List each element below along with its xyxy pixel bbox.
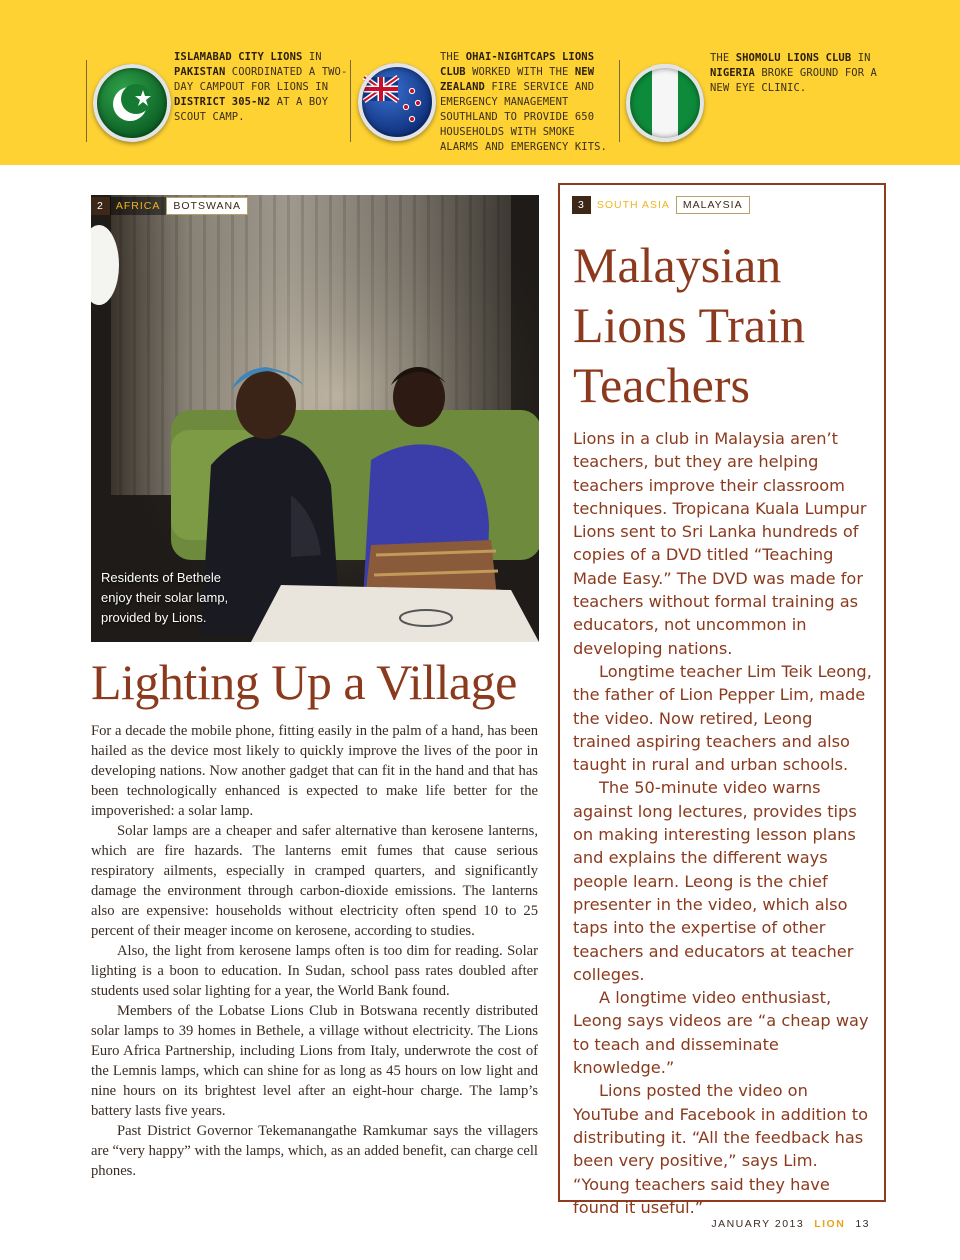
body-paragraph: Past District Governor Tekemanangathe Ramkumar says the villagers are “very happy” with the lamps, which, as an added benefit, can charge cell phones.	[91, 1123, 538, 1179]
article-photo	[91, 195, 539, 642]
tag-country: MALAYSIA	[676, 196, 750, 214]
body-paragraph: Members of the Lobatse Lions Club in Botswana recently distributed solar lamps to 39 homes in Bethele, a village without electricity. The Lions Euro Africa Partnership, including Lions from Italy, underwrote the cost of the Lemnis lamps, which can shine for as long as 45 hours on low light and nine hours on its brightest level after an eight-hour charge. The lamp’s battery lasts five years.	[91, 1003, 538, 1119]
tag-number: 2	[91, 197, 110, 215]
body-paragraph: Lions in a club in Malaysia aren’t teachers, but they are helping teachers improve their classroom techniques. Tropicana Kuala Lumpur Lions sent to Sri Lanka hundreds of copies of a DVD titled “Teaching Made Easy.” The DVD was made for teachers without formal training as educators, not uncommon in developing nations.	[573, 429, 867, 658]
body-paragraph: The 50-minute video warns against long lectures, provides tips on making interesting lesson plans and explains the different ways people learn. Leong is the chief presenter in the video, which also taps into the expertise of other teachers and educators at teacher colleges.	[573, 778, 857, 984]
banner-divider	[350, 60, 351, 142]
tag-region: SOUTH ASIA	[596, 199, 670, 211]
sidebar-body	[573, 427, 873, 1219]
page-footer	[711, 1218, 870, 1230]
body-paragraph: Lions posted the video on YouTube and Facebook in addition to distributing it. “All the feedback has been very positive,” says Lim. “Young teachers said they have found it useful.”	[573, 1081, 869, 1217]
body-paragraph: Also, the light from kerosene lamps often is too dim for reading. Solar lighting is a boon to education. In Sudan, school pass rates doubled after students used solar lighting for a year, the World Bank found.	[91, 943, 538, 999]
page-number: 13	[855, 1218, 870, 1230]
article-headline: Lighting Up a Village	[91, 654, 517, 710]
region-tag	[91, 197, 248, 215]
banner-divider	[86, 60, 87, 142]
issue-date: JANUARY 2013	[711, 1218, 805, 1230]
pakistan-flag-icon	[93, 64, 171, 142]
tag-country: BOTSWANA	[166, 197, 248, 215]
tag-number: 3	[572, 196, 591, 214]
photo-caption: Residents of Bethele enjoy their solar lamp, provided by Lions.	[101, 570, 229, 625]
banner-item-nigeria: THE SHOMOLU LIONS CLUB IN NIGERIA BROKE GROUND FOR A NEW EYE CLINIC.	[710, 52, 877, 94]
body-paragraph: For a decade the mobile phone, fitting easily in the palm of a hand, has been hailed as the device most likely to quickly improve the lives of the poor in developing nations. Now another gadget that can fit in the hand and that has been technologically enhanced is expected to make life better for the impoverished: a solar lamp.	[91, 723, 538, 819]
body-paragraph: Solar lamps are a cheaper and safer alternative than kerosene lanterns, which are fire hazards. The lanterns emit fumes that cause serious respiratory ailments, especially in cramped quarters, and significantly damage the environment through carbon-dioxide emissions. The lanterns also are expensive: households without electricity often spend 10 to 25 percent of their meager income on kerosene, according to studies.	[91, 823, 538, 939]
tag-region: AFRICA	[110, 197, 167, 215]
banner-divider	[619, 60, 620, 142]
new-zealand-flag-icon	[358, 63, 436, 141]
sidebar-article	[558, 183, 886, 1217]
nigeria-flag-icon	[626, 64, 704, 142]
body-paragraph: Longtime teacher Lim Teik Leong, the father of Lion Pepper Lim, made the video. Now retired, Leong trained aspiring teachers and also taught in rural and urban schools.	[573, 661, 872, 775]
top-banner	[0, 0, 960, 165]
region-tag	[572, 196, 750, 214]
body-paragraph: A longtime video enthusiast, Leong says videos are “a cheap way to teach and disseminate knowledge.”	[573, 988, 869, 1078]
banner-item-pakistan: ISLAMABAD CITY LIONS IN PAKISTAN COORDINATED A TWO-DAY CAMPOUT FOR LIONS IN DISTRICT 305-N2 AT A BOY SCOUT CAMP.	[174, 51, 348, 123]
sidebar-headline: Malaysian Lions Train Teachers	[573, 237, 806, 413]
magazine-name: LION	[814, 1218, 846, 1230]
banner-item-new-zealand: THE OHAI-NIGHTCAPS LIONS CLUB WORKED WITH THE NEW ZEALAND FIRE SERVICE AND EMERGENCY MANAGEMENT SOUTHLAND TO PROVIDE 650 HOUSEHOLDS WITH SMOKE ALARMS AND EMERGENCY KITS.	[440, 51, 607, 153]
article-body	[91, 721, 538, 1181]
